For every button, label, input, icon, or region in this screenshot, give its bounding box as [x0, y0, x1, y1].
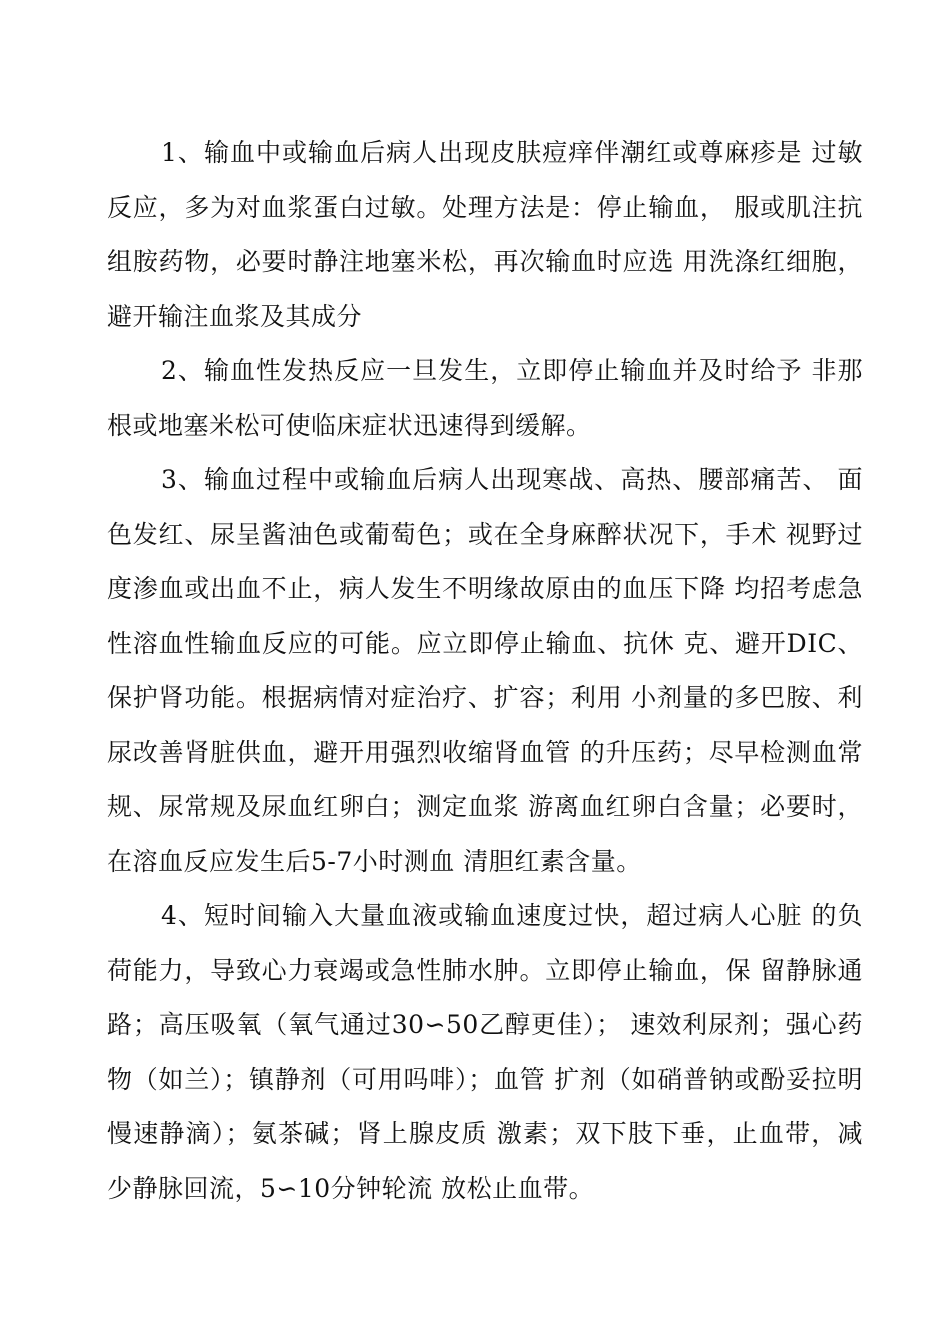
paragraph-1: 1、输血中或输血后病人出现皮肤痘痒伴潮红或尊麻疹是 过敏反应，多为对血浆蛋白过敏。处理方法是：停止输血， 服或肌注抗组胺药物，必要时静注地塞米松，再次输血时应选 用洗涤红细胞，避开输注血浆及其成分 — [107, 138, 863, 331]
paragraph-2: 2、输血性发热反应一旦发生，立即停止输血并及时给予 非那根或地塞米松可使临床症状迅速得到缓解。 — [107, 356, 863, 440]
document-body — [107, 126, 863, 1216]
paragraph-4: 4、短时间输入大量血液或输血速度过快，超过病人心脏 的负荷能力，导致心力衰竭或急性肺水肿。立即停止输血，保 留静脉通路；高压吸氧（氧气通过30∽50乙醇更佳）； 速效利尿剂；强心药物（如兰）；镇静剂（可用吗啡）；血管 扩剂（如硝普钠或酚妥拉明慢速静滴）；氨茶碱；肾上腺皮质 激素；双下肢下垂，止血带，减少静脉回流，5∽10分钟轮流 放松止血带。 — [107, 901, 863, 1203]
paragraph-3: 3、输血过程中或输血后病人出现寒战、高热、腰部痛苦、 面色发红、尿呈酱油色或葡萄色；或在全身麻醉状况下，手术 视野过度渗血或出血不止，病人发生不明缘故原由的血压下降 均招考虑急性溶血性输血反应的可能。应立即停止输血、抗休 克、避开DIC、保护肾功能。根据病情对症治疗、扩容；利用 小剂量的多巴胺、利尿改善肾脏供血，避开用强烈收缩肾血管 的升压药；尽早检测血常规、尿常规及尿血红卵白；测定血浆 游离血红卵白含量；必要时，在溶血反应发生后5-7小时测血 清胆红素含量。 — [107, 465, 863, 876]
